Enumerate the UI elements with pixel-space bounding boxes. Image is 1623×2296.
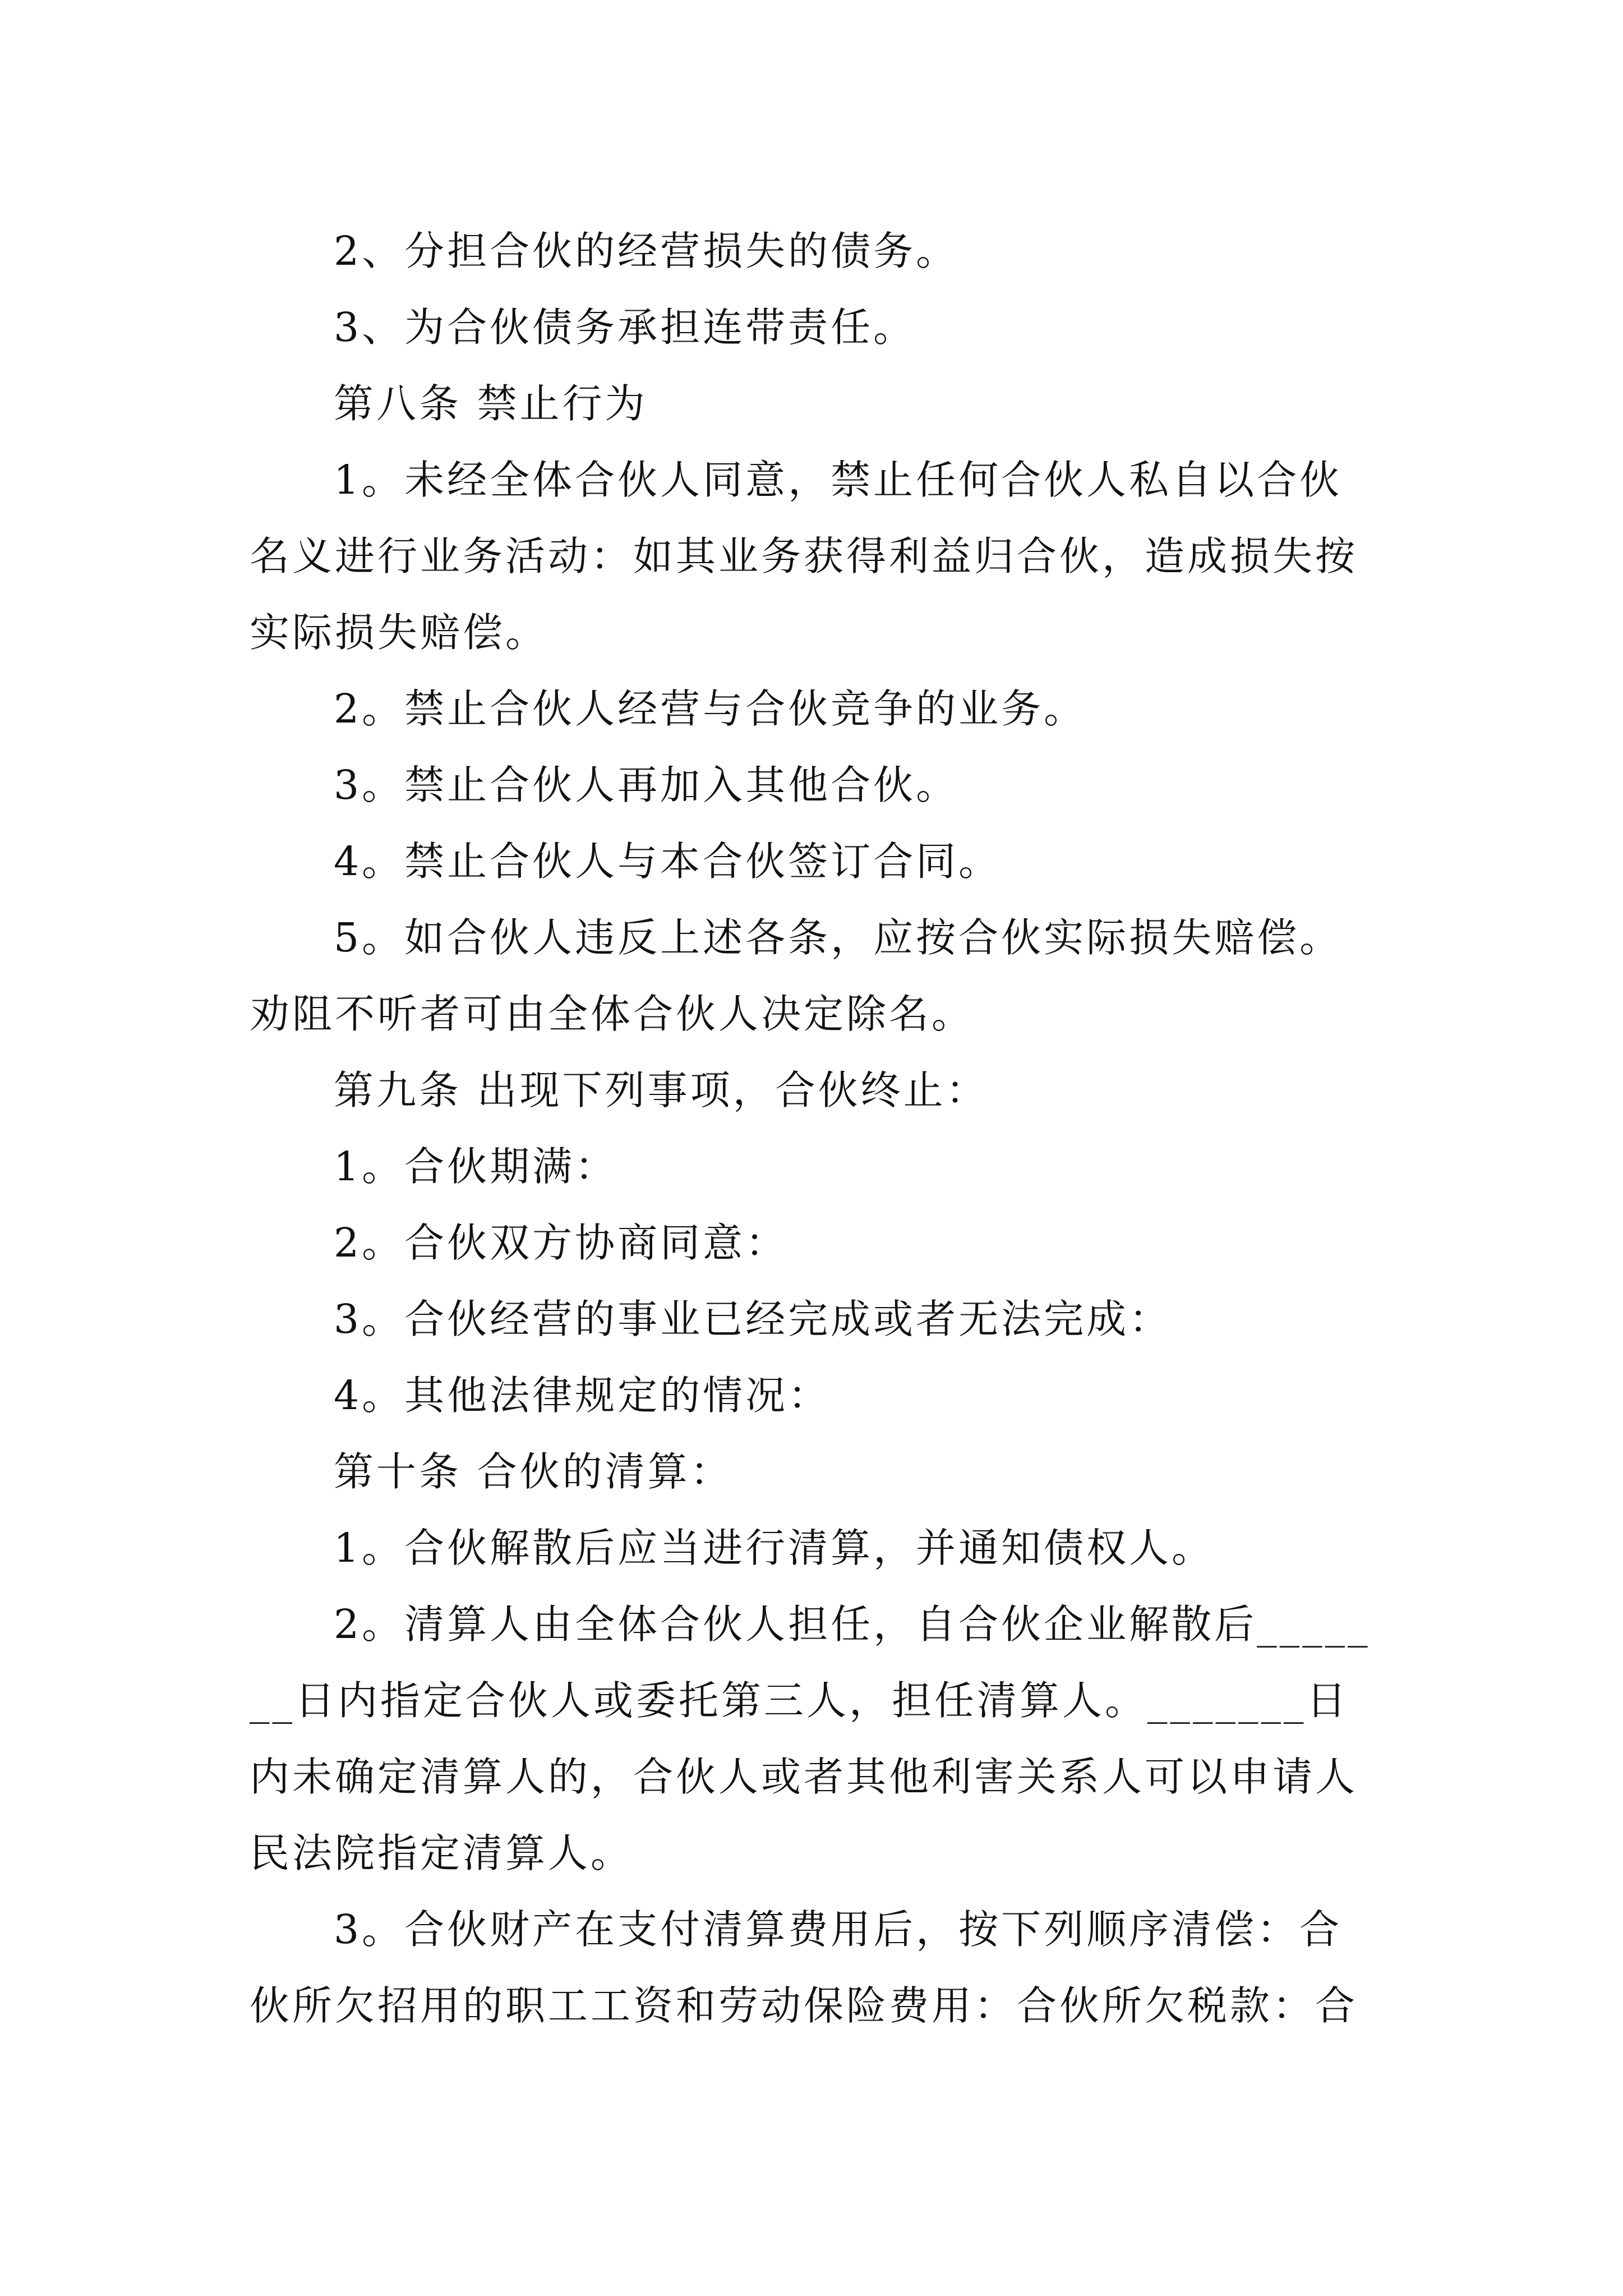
article-9-item-1: 1。合伙期满： (334, 1143, 618, 1190)
article-8-heading: 第八条 禁止行为 (334, 380, 648, 427)
article-9-item-3: 3。合伙经营的事业已经完成或者无法完成： (334, 1296, 1172, 1342)
article-10-heading: 第十条 合伙的清算： (334, 1448, 733, 1495)
article-8-item-3: 3。禁止合伙人再加入其他合伙。 (334, 762, 959, 808)
article-9-item-4: 4。其他法律规定的情况： (334, 1372, 831, 1419)
article-9-heading: 第九条 出现下列事项，合伙终止： (334, 1067, 989, 1114)
article-8-item-2: 2。禁止合伙人经营与合伙竞争的业务。 (334, 685, 1087, 732)
paragraph-obligation-3: 3、为合伙债务承担连带责任。 (334, 304, 916, 351)
paragraph-obligation-2: 2、分担合伙的经营损失的债务。 (334, 228, 959, 274)
article-8-item-4: 4。禁止合伙人与本合伙签订合同。 (334, 838, 1002, 885)
article-10-item-2: 2。清算人由全体合伙人担任，自合伙企业解散后_______日内指定合伙人或委托第三人，担任清算人。_______日内未确定清算人的，合伙人或者其他利害关系人可以申请人民法院指定清算人。 (250, 1601, 1371, 1876)
article-9-item-2: 2。合伙双方协商同意： (334, 1220, 789, 1266)
article-8-item-5: 5。如合伙人违反上述各条，应按合伙实际损失赔偿。劝阻不听者可由全体合伙人决定除名。 (250, 914, 1343, 1037)
article-10-item-3: 3。合伙财产在支付清算费用后，按下列顺序清偿：合伙所欠招用的职工工资和劳动保险费用：合伙所欠税款：合 (250, 1906, 1358, 2029)
article-10-item-1: 1。合伙解散后应当进行清算，并通知债权人。 (334, 1525, 1215, 1571)
article-8-item-1: 1。未经全体合伙人同意，禁止任何合伙人私自以合伙名义进行业务活动：如其业务获得利益归合伙，造成损失按实际损失赔偿。 (250, 457, 1358, 656)
document-body (250, 213, 1374, 2044)
